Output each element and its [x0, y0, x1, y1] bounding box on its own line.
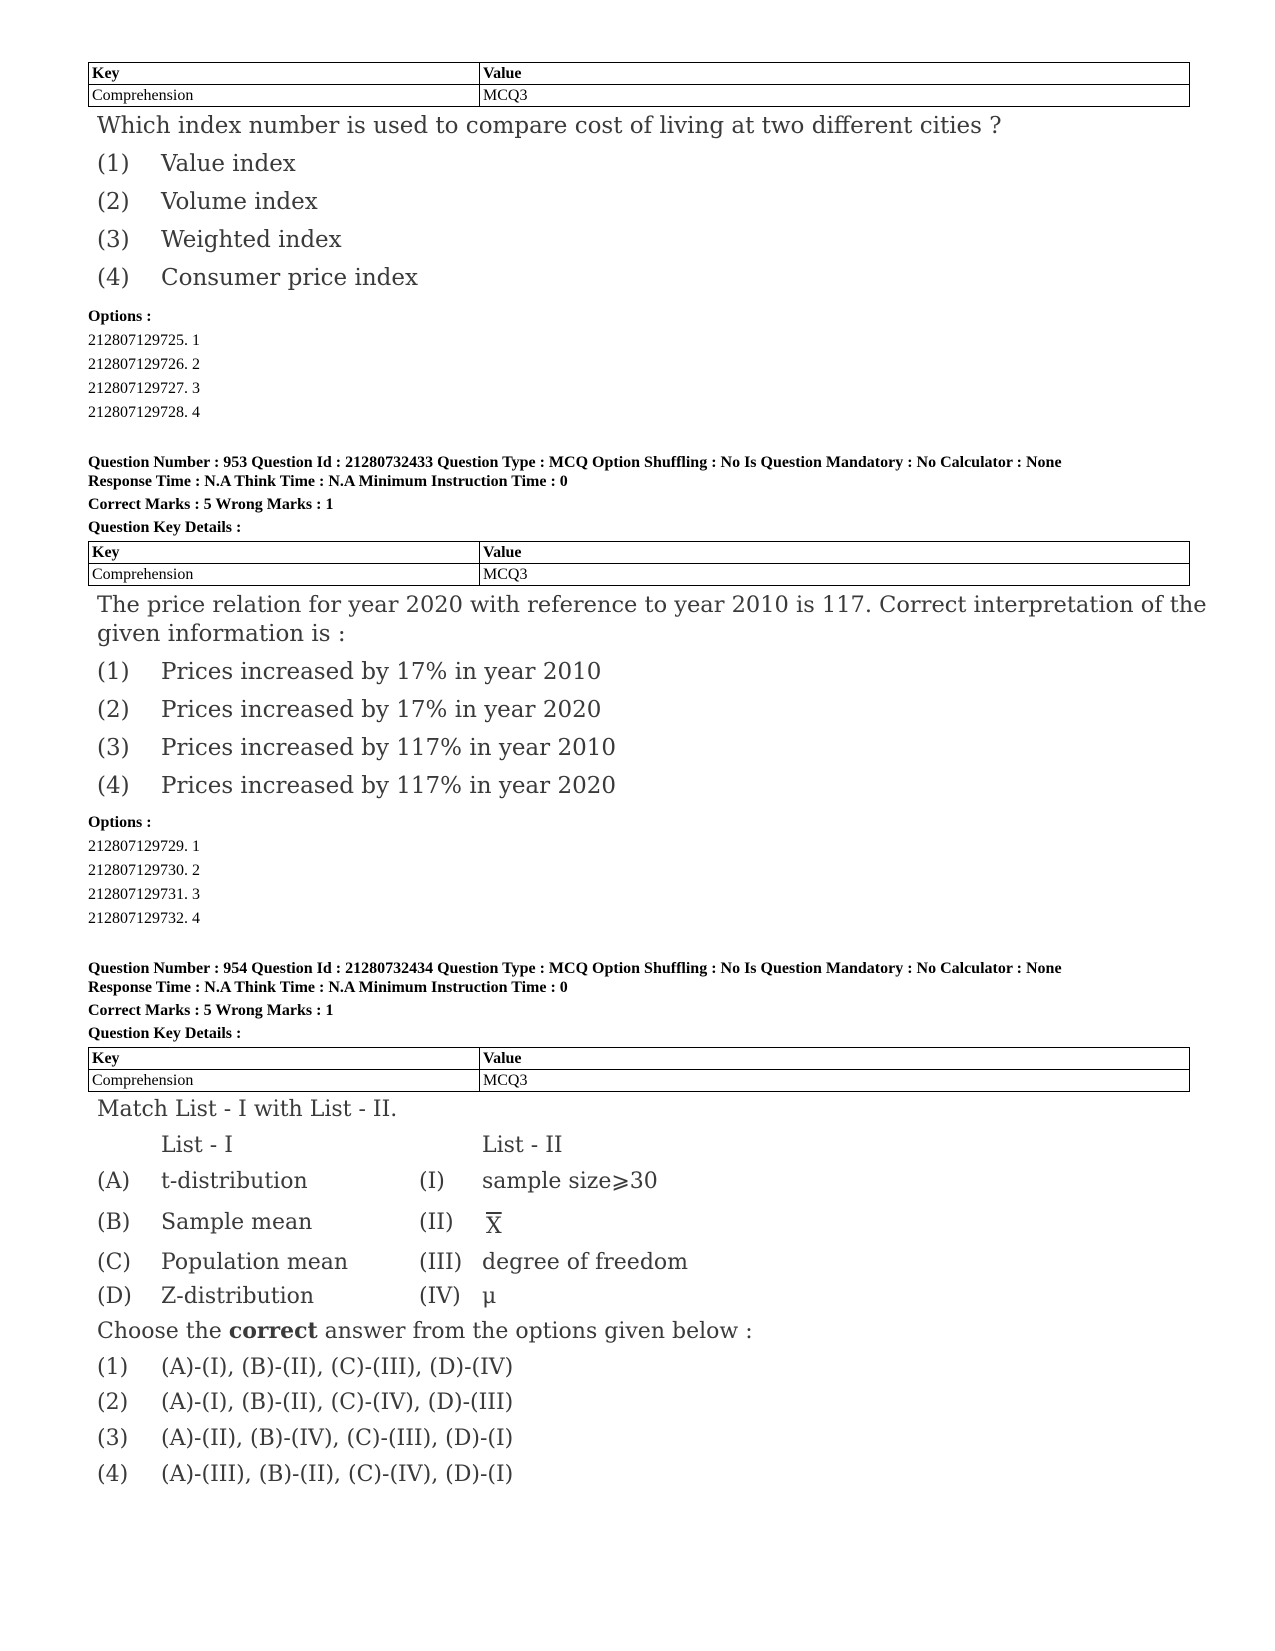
key-header: Key — [89, 542, 480, 564]
instruction-text: answer from the options given below : — [317, 1319, 753, 1344]
choice-text: Prices increased by 117% in year 2020 — [161, 773, 616, 799]
list-two-item: μ — [482, 1284, 497, 1309]
question-stem: The price relation for year 2020 with reference to year 2010 is 117. Correct interpretation of the — [97, 592, 1207, 618]
roman-label: (IV) — [419, 1284, 461, 1309]
list-two-header: List - II — [482, 1133, 563, 1158]
instruction-text: Choose the — [97, 1319, 229, 1344]
question-meta — [88, 959, 1062, 1043]
choice-text: Value index — [161, 151, 296, 177]
options-label: Options : — [88, 308, 152, 325]
list-one-item: t-distribution — [161, 1169, 308, 1194]
choice-text: (A)-(II), (B)-(IV), (C)-(III), (D)-(I) — [161, 1426, 514, 1451]
roman-label: (II) — [419, 1210, 454, 1235]
choice-number: (4) — [97, 773, 130, 799]
question-key-table — [88, 62, 1190, 107]
choice-number: (3) — [97, 227, 130, 253]
list-two-item: sample size⩾30 — [482, 1169, 658, 1194]
list-one-header: List - I — [161, 1133, 233, 1158]
question-stem: given information is : — [97, 621, 346, 647]
value-header: Value — [480, 542, 1190, 564]
option-id: 212807129729. 1 — [88, 838, 200, 855]
choice-text: (A)-(III), (B)-(II), (C)-(IV), (D)-(I) — [161, 1462, 514, 1487]
match-title: Match List - I with List - II. — [97, 1097, 398, 1122]
choice-text: Prices increased by 17% in year 2010 — [161, 659, 602, 685]
choice-text: (A)-(I), (B)-(II), (C)-(IV), (D)-(III) — [161, 1390, 514, 1415]
question-stem: Which index number is used to compare cost of living at two different cities ? — [97, 113, 1002, 139]
value-cell: MCQ3 — [480, 1070, 1190, 1092]
choice-text: Prices increased by 17% in year 2020 — [161, 697, 602, 723]
row-label: (A) — [97, 1169, 131, 1194]
row-label: (B) — [97, 1210, 131, 1235]
option-id: 212807129727. 3 — [88, 380, 200, 397]
key-header: Key — [89, 63, 480, 85]
value-header: Value — [480, 63, 1190, 85]
marks-line: Correct Marks : 5 Wrong Marks : 1 — [88, 496, 334, 513]
instruction-line — [97, 1318, 753, 1344]
row-label: (D) — [97, 1284, 132, 1309]
list-two-item: degree of freedom — [482, 1250, 689, 1275]
value-header: Value — [480, 1048, 1190, 1070]
choice-number: (1) — [97, 1355, 129, 1380]
question-key-table — [88, 541, 1190, 586]
option-id: 212807129728. 4 — [88, 404, 200, 421]
options-label: Options : — [88, 814, 152, 831]
choice-number: (2) — [97, 189, 130, 215]
choice-text: Prices increased by 117% in year 2010 — [161, 735, 616, 761]
choice-text: Consumer price index — [161, 265, 418, 291]
roman-label: (III) — [419, 1250, 463, 1275]
choice-number: (2) — [97, 697, 130, 723]
instruction-emphasis: correct — [228, 1318, 318, 1344]
key-details-label: Question Key Details : — [88, 519, 242, 536]
question-key-table — [88, 1047, 1190, 1092]
row-label: (C) — [97, 1250, 131, 1275]
key-cell: Comprehension — [89, 564, 480, 586]
option-id: 212807129725. 1 — [88, 332, 200, 349]
list-one-item: Sample mean — [161, 1210, 313, 1235]
key-header: Key — [89, 1048, 480, 1070]
options-list — [88, 811, 200, 931]
response-time-line: Response Time : N.A Think Time : N.A Minimum Instruction Time : 0 — [88, 473, 568, 490]
choice-number: (3) — [97, 1426, 129, 1451]
question-info-line: Question Number : 954 Question Id : 21280732434 Question Type : MCQ Option Shuffling : No Is Question Mandatory : No Calculator : None — [88, 960, 1062, 977]
choice-number: (1) — [97, 659, 130, 685]
option-id: 212807129730. 2 — [88, 862, 200, 879]
value-cell: MCQ3 — [480, 564, 1190, 586]
choice-number: (4) — [97, 1462, 129, 1487]
key-details-label: Question Key Details : — [88, 1025, 242, 1042]
value-cell: MCQ3 — [480, 85, 1190, 107]
question-meta — [88, 453, 1062, 537]
question-info-line: Question Number : 953 Question Id : 21280732433 Question Type : MCQ Option Shuffling : No Is Question Mandatory : No Calculator : None — [88, 454, 1062, 471]
choice-text: Weighted index — [161, 227, 342, 253]
choice-number: (4) — [97, 265, 130, 291]
option-id: 212807129726. 2 — [88, 356, 200, 373]
marks-line: Correct Marks : 5 Wrong Marks : 1 — [88, 1002, 334, 1019]
key-cell: Comprehension — [89, 1070, 480, 1092]
choice-number: (3) — [97, 735, 130, 761]
options-list — [88, 305, 200, 425]
option-id: 212807129732. 4 — [88, 910, 200, 927]
option-id: 212807129731. 3 — [88, 886, 200, 903]
choice-number: (1) — [97, 151, 130, 177]
key-cell: Comprehension — [89, 85, 480, 107]
choice-text: (A)-(I), (B)-(II), (C)-(III), (D)-(IV) — [161, 1355, 514, 1380]
x-bar-symbol: $\overline{X}$ — [486, 1214, 502, 1239]
choice-number: (2) — [97, 1390, 129, 1415]
roman-label: (I) — [419, 1169, 445, 1194]
list-one-item: Population mean — [161, 1250, 349, 1275]
list-one-item: Z-distribution — [161, 1284, 315, 1309]
response-time-line: Response Time : N.A Think Time : N.A Minimum Instruction Time : 0 — [88, 979, 568, 996]
choice-text: Volume index — [161, 189, 318, 215]
